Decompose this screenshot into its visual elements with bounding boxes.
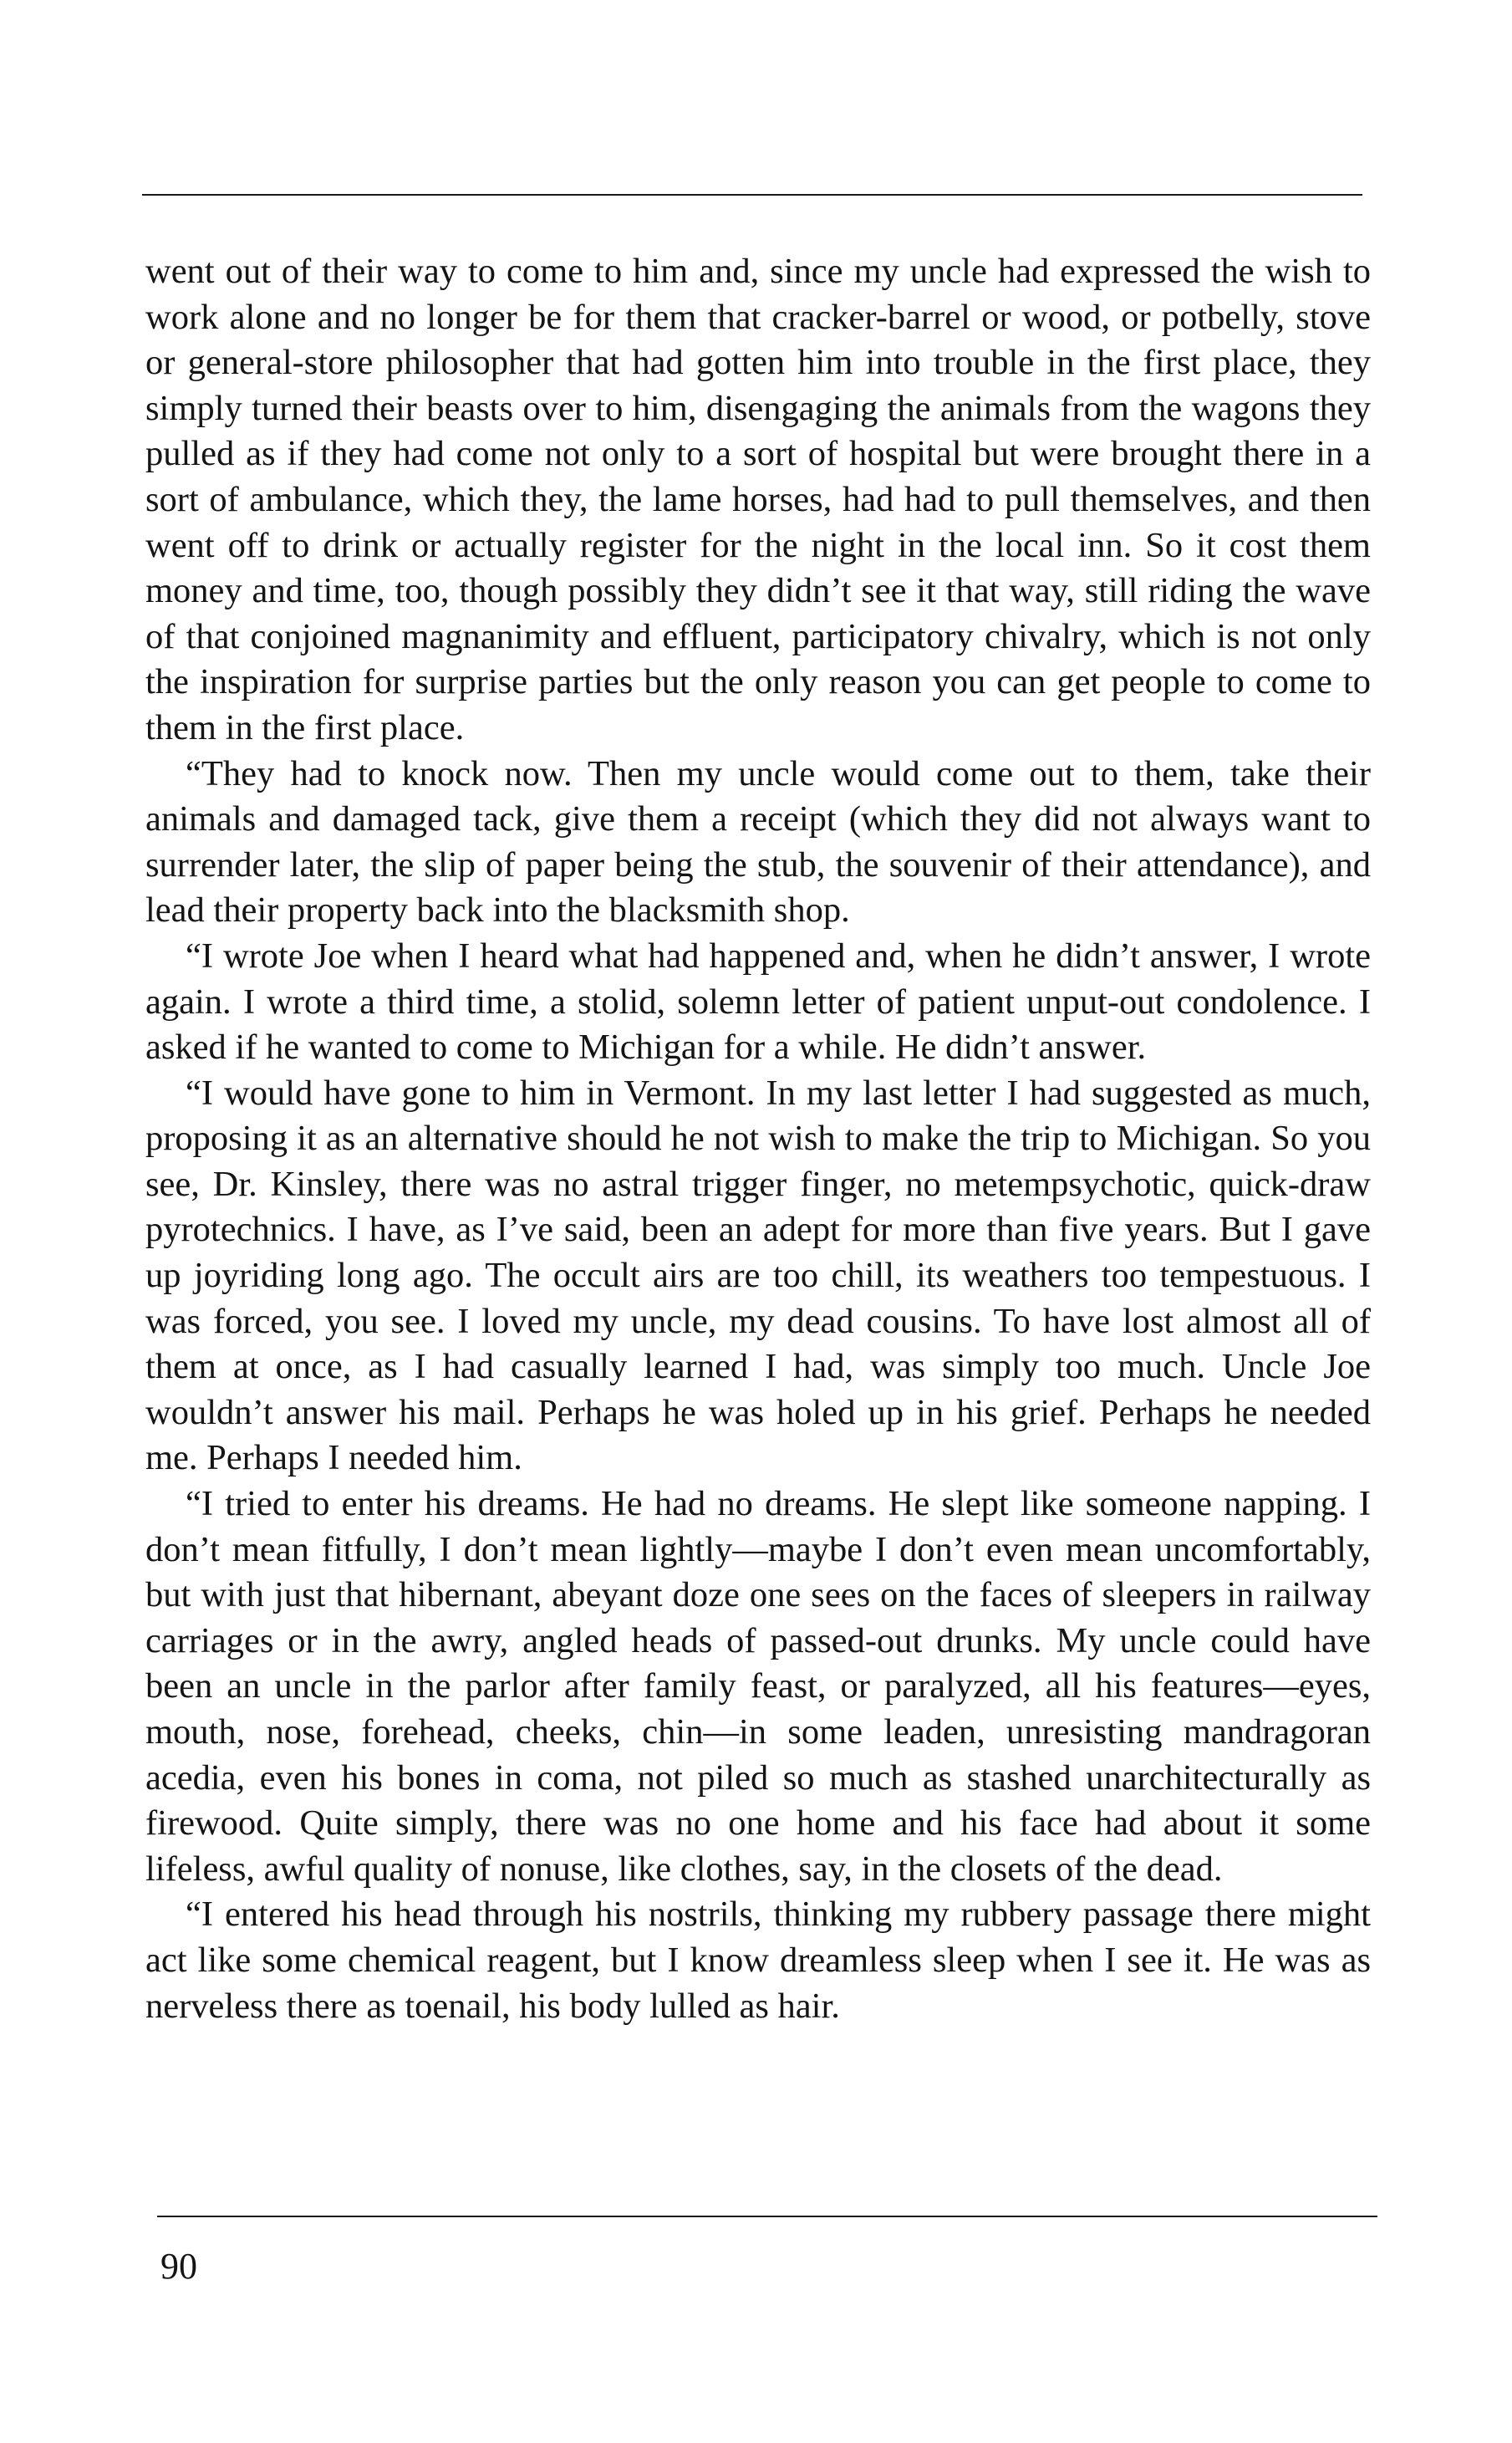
paragraph-5: “I tried to enter his dreams. He had no dreams. He slept like someone napping. I don’t mean fitfully, I don’t mean lightly—maybe I don’t even mean uncomfortably, but with just that hibernant, abeyant doze one sees on the faces of sleepers in railway carriages or in the awry, angled heads of passed-out drunks. My uncle could have been an uncle in the parlor after family feast, or paralyzed, all his features—eyes, mouth, nose, forehead, cheeks, chin—in some leaden, unresisting mandragoran acedia, even his bones in coma, not piled so much as stashed unarchitecturally as firewood. Quite simply, there was no one home and his face had about it some lifeless, awful quality of nonuse, like clothes, say, in the closets of the dead. xyxy=(145,1484,1371,1889)
paragraph-1: went out of their way to come to him and, since my uncle had expressed the wish to work alone and no longer be for them that cracker-barrel or wood, or potbelly, stove or general-store philosopher that had gotten him into trouble in the first place, they simply turned their beasts over to him, disengaging the animals from the wagons they pulled as if they had come not only to a sort of hospital but were brought there in a sort of ambulance, which they, the lame horses, had had to pull themselves, and then went off to drink or actually register for the night in the local inn. So it cost them money and time, too, though possibly they didn’t see it that way, still riding the wave of that conjoined magnanimity and effluent, participatory chivalry, which is not only the inspiration for surprise parties but the only reason you can get people to come to them in the first place. xyxy=(145,252,1371,747)
top-rule xyxy=(142,194,1362,196)
bottom-rule xyxy=(157,2216,1377,2217)
body-text xyxy=(145,249,1371,2029)
paragraph-6: “I entered his head through his nostrils, thinking my rubbery passage there might act like some chemical reagent, but I know dreamless sleep when I see it. He was as nerveless there as toenail, his body lulled as hair. xyxy=(145,1895,1371,2026)
page-number: 90 xyxy=(160,2246,197,2287)
paragraph-3: “I wrote Joe when I heard what had happened and, when he didn’t answer, I wrote again. I wrote a third time, a stolid, solemn letter of patient unput-out condolence. I asked if he wanted to come to Michigan for a while. He didn’t answer. xyxy=(145,936,1371,1068)
paragraph-2: “They had to knock now. Then my uncle would come out to them, take their animals and damaged tack, give them a receipt (which they did not always want to surrender later, the slip of paper being the stub, the souvenir of their attendance), and lead their property back into the blacksmith shop. xyxy=(145,753,1371,931)
paragraph-4: “I would have gone to him in Vermont. In my last letter I had suggested as much, proposing it as an alternative should he not wish to make the trip to Michigan. So you see, Dr. Kinsley, there was no astral trigger finger, no metempsychotic, quick-draw pyrotechnics. I have, as I’ve said, been an adept for more than five years. But I gave up joyriding long ago. The occult airs are too chill, its weathers too tempestuous. I was forced, you see. I loved my uncle, my dead cousins. To have lost almost all of them at once, as I had casually learned I had, was simply too much. Uncle Joe wouldn’t answer his mail. Perhaps he was holed up in his grief. Perhaps he needed me. Perhaps I needed him. xyxy=(145,1073,1371,1478)
